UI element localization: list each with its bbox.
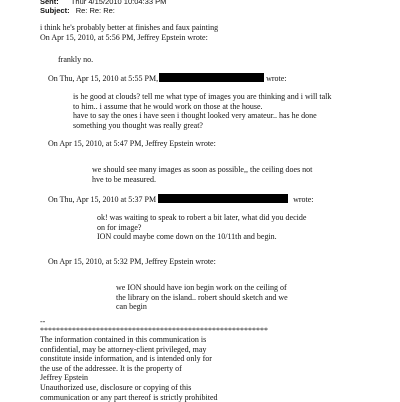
quote-attribution	[48, 194, 314, 205]
subject-row	[40, 6, 115, 16]
body-line: we should see many images as soon as possible,, the ceiling does not	[92, 165, 313, 174]
quote-attribution: On Apr 15, 2010, at 5:47 PM, Jeffrey Epstein wrote:	[48, 139, 216, 148]
body-line: ok! was waiting to speak to robert a bit later, what did you decide	[97, 213, 307, 222]
redacted-sender	[158, 194, 288, 203]
attribution-prefix: On Thu, Apr 15, 2010 at 5:37 PM	[48, 195, 157, 204]
attribution-suffix: wrote:	[293, 195, 314, 204]
confidentiality-disclaimer	[40, 335, 218, 402]
quote-body	[116, 283, 288, 312]
body-line: to him.. i assume that he would work on those at the house.	[73, 101, 263, 111]
disclaimer-line: the use of the addressee. It is the property of	[40, 363, 182, 373]
reply-body: i think he's probably better at finishes and faux painting	[40, 23, 219, 32]
attribution-prefix: On Thu, Apr 15, 2010 at 5:55 PM,	[48, 74, 159, 83]
sent-label: Sent:	[40, 0, 59, 6]
body-line: hve to be measured.	[92, 174, 156, 184]
body-line: is he good at clouds? tell me what type of images you are thinking and i will talk	[73, 92, 332, 101]
quote-attribution	[48, 73, 287, 84]
disclaimer-line: constitute inside information, and is intended only for	[40, 354, 212, 364]
disclaimer-line: The information contained in this communication is	[40, 335, 207, 344]
body-line: ION could maybe come down on the 10/11th and begin.	[97, 232, 277, 242]
attribution-suffix: wrote:	[266, 74, 287, 83]
body-line: can begin	[116, 302, 147, 312]
signature-separator: *********************************************************	[40, 326, 268, 335]
body-line: we ION should have ion begin work on the ceiling of	[116, 283, 287, 292]
disclaimer-line: communication or any part thereof is strictly prohibited	[40, 392, 218, 402]
sent-value: Thur 4/15/2010 10:04:33 PM	[70, 0, 167, 6]
quote-attribution: On Apr 15, 2010, at 5:32 PM, Jeffrey Epstein wrote:	[48, 257, 216, 266]
disclaimer-line: Unauthorized use, disclosure or copying of this	[40, 382, 192, 392]
quote-attribution: On Apr 15, 2010, at 5:56 PM, Jeffrey Epstein wrote:	[40, 33, 208, 42]
body-line: on for image?	[97, 222, 142, 232]
quote-body: frankly no.	[58, 55, 94, 64]
disclaimer-line: confidential, may be attorney-client privileged, may	[40, 344, 207, 354]
body-line: the library on the island.. robert should sketch and we	[116, 292, 288, 302]
redacted-sender	[159, 73, 264, 82]
signature-dashes: --	[40, 317, 46, 326]
quote-body	[73, 92, 331, 130]
subject-label: Subject:	[40, 6, 70, 15]
subject-value: Re: Re: Re:	[75, 6, 115, 15]
body-line: something you thought was really great?	[73, 120, 203, 130]
disclaimer-line: Jeffrey Epstein	[40, 373, 89, 383]
quote-body	[92, 165, 312, 184]
quote-body	[97, 213, 306, 242]
body-line: have to say the ones i have seen i thought looked very amateur.. has he done	[73, 111, 317, 121]
